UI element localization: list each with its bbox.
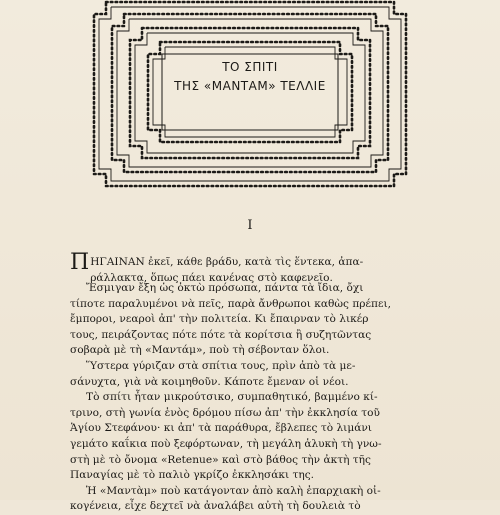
- chapter-title-line-2: ΤΗΣ «ΜΑΝΤΑΜ» ΤΕΛΛΙΕ: [174, 79, 326, 93]
- text-line: στὴ μὲ τὸ ὄνομα «Retenue» καὶ στὸ βάθος τὴν ἀκτὴ τῆς: [70, 453, 371, 466]
- text-line: Ὕστερα γύριζαν στὰ σπίτια τους, πρὶν ἀπὸ τὰ με-: [86, 359, 356, 372]
- text-line: κογένεια, εἶχε δεχτεῖ νὰ ἀναλάβει αὐτὴ τὴ δουλειὰ τὸ: [70, 500, 361, 513]
- text-line: γεμάτο καΐκια ποὺ ξεφόρτωναν, τὴ μεγάλη ἁλυκὴ τὴ γνω-: [70, 437, 382, 450]
- paragraph-5: [70, 484, 438, 515]
- section-number: I: [247, 218, 253, 233]
- paragraph-4: [70, 390, 438, 484]
- body-text: [70, 247, 438, 515]
- text-line: Ἁγίου Στεφάνου· κι ἀπ' τὰ παράθυρα, ἔβλεπες τὸ λιμάνι: [70, 422, 372, 435]
- text-line: τους, πειράζοντας πότε πότε τὰ κορίτσια ἢ συζητῶντας: [70, 328, 372, 341]
- drop-cap: Π: [70, 250, 90, 275]
- paragraph-1-line-1: ΗΓΑΙΝΑΝ ἐκεῖ, κάθε βράδυ, κατὰ τὶς ἕντεκα, ἀπα-: [90, 256, 364, 268]
- paragraph-1: [70, 247, 438, 284]
- text-line: τρινο, στὴ γωνία ἑνὸς δρόμου πίσω ἀπ' τὴν ἐκκλησία τοῦ: [70, 406, 380, 419]
- text-line: σοβαρὰ μὲ τὴ «Μαντάμ», ποὺ τὴ σέβονταν ὅλοι.: [70, 344, 330, 357]
- text-line: σάνυχτα, γιὰ νὰ κοιμηθοῦν. Κάποτε ἔμεναν οἱ νέοι.: [70, 375, 349, 388]
- text-line: ἔμποροι, νεαροὶ ἀπ' τὴν πολιτεία. Κι ἔπαιρναν τὸ λικέρ: [70, 313, 369, 326]
- frame-solid-border: [135, 33, 365, 153]
- paragraph-2: [70, 281, 438, 359]
- ornamental-title-frame: [90, 0, 410, 190]
- text-line: Παναγίας μὲ τὸ παλιὸ γκρίζο ἐκκλησάκι της.: [70, 469, 315, 482]
- frame-dotted-border: [130, 28, 370, 158]
- paragraph-1-line-2: ράλλακτα, ὅπως πάει κανένας στὸ καφενεῖο.: [90, 271, 333, 284]
- text-line: τίποτε παραλυμένοι νὰ πεῖς, παρὰ ἄνθρωποι καθὼς πρέπει,: [70, 297, 391, 310]
- text-line: Ἡ «Μαντὰμ» ποὺ κατάγονταν ἀπὸ καλὴ ἐπαρχιακὴ οἰ-: [86, 484, 381, 497]
- text-line: Ἔσμιγαν ἔξη ὡς ὀκτὼ πρόσωπα, πάντα τὰ ἴδια, ὄχι: [86, 282, 364, 294]
- text-line: Τὸ σπίτι ἦταν μικρούτσικο, συμπαθητικό, βαμμένο κί-: [86, 391, 378, 404]
- chapter-title-line-1: ΤΟ ΣΠΙΤΙ: [222, 60, 278, 74]
- frame-solid-border: [117, 19, 383, 167]
- paragraph-3: [70, 359, 438, 390]
